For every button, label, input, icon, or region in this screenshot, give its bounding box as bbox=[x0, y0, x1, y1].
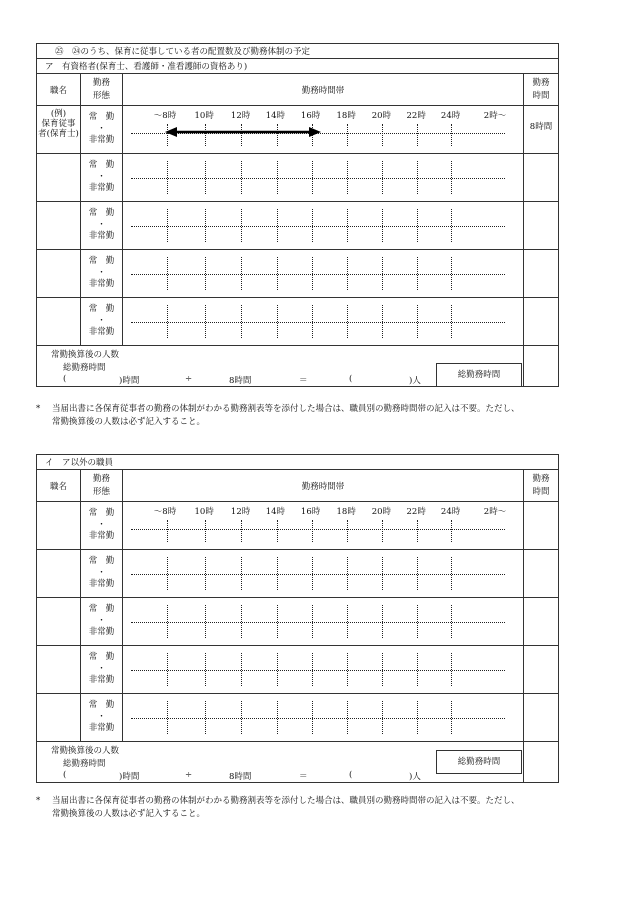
hours-unit: )時間 bbox=[119, 376, 140, 386]
timeline-dotted-line bbox=[131, 226, 505, 227]
tick bbox=[347, 605, 348, 638]
example-job-cell[interactable] bbox=[37, 106, 81, 154]
timeline-cell[interactable] bbox=[123, 298, 524, 346]
col-job-header: 職名 bbox=[37, 74, 81, 106]
tick bbox=[241, 701, 242, 734]
time-label: 2時～ bbox=[483, 507, 507, 517]
emp-type-parttime: 非常勤 bbox=[88, 135, 115, 146]
tick bbox=[417, 209, 418, 242]
col-job-header: 職名 bbox=[37, 470, 81, 502]
tick bbox=[277, 209, 278, 242]
emp-type-parttime: 非常勤 bbox=[88, 231, 115, 242]
tick bbox=[205, 557, 206, 590]
form-title: ㉕ ㉔のうち、保育に従事している者の配置数及び勤務体制の予定 bbox=[37, 44, 559, 59]
emp-type-cell[interactable] bbox=[81, 154, 123, 202]
section-a-heading: ア 有資格者(保育士、看護師・准看護師の資格あり) bbox=[37, 59, 559, 74]
time-label: 24時 bbox=[440, 111, 461, 121]
emp-type-dot: ・ bbox=[97, 615, 106, 626]
table-row bbox=[37, 550, 559, 598]
emp-type-dot: ・ bbox=[97, 219, 106, 230]
emp-type-parttime: 非常勤 bbox=[88, 723, 115, 734]
fte-label: 常勤換算後の人数 bbox=[51, 350, 120, 360]
job-cell[interactable] bbox=[37, 646, 81, 694]
time-label: 24時 bbox=[440, 507, 461, 517]
tick bbox=[312, 557, 313, 590]
emp-type-fulltime: 常 勤 bbox=[88, 208, 115, 219]
tick bbox=[167, 257, 168, 290]
tick bbox=[312, 520, 313, 542]
col-hours-header bbox=[524, 74, 559, 106]
emp-type-cell[interactable] bbox=[81, 646, 123, 694]
tick bbox=[417, 305, 418, 338]
total-hours-text: 総勤務時間 bbox=[63, 759, 106, 769]
tick bbox=[277, 520, 278, 542]
persons-unit: )人 bbox=[409, 376, 421, 386]
table-row bbox=[37, 298, 559, 346]
tick bbox=[451, 257, 452, 290]
note-b bbox=[36, 795, 596, 821]
table-row bbox=[37, 250, 559, 298]
emp-type-fulltime: 常 勤 bbox=[88, 112, 115, 123]
timeline-cell[interactable] bbox=[123, 106, 524, 154]
paren-open: ( bbox=[63, 770, 67, 780]
emp-type-parttime: 非常勤 bbox=[88, 327, 115, 338]
time-label: ～8時 bbox=[153, 111, 177, 121]
timeline-cell[interactable] bbox=[123, 646, 524, 694]
tick bbox=[382, 701, 383, 734]
tick bbox=[451, 305, 452, 338]
timeline-cell[interactable] bbox=[123, 550, 524, 598]
time-label: 12時 bbox=[230, 507, 251, 517]
timeline-cell[interactable] bbox=[123, 694, 524, 742]
tick bbox=[241, 653, 242, 686]
tick bbox=[241, 520, 242, 542]
tick bbox=[205, 653, 206, 686]
tick bbox=[417, 257, 418, 290]
timeline-dotted-line bbox=[131, 574, 505, 575]
table-row bbox=[37, 646, 559, 694]
col-type-label-1: 勤務 bbox=[92, 473, 110, 484]
tick bbox=[205, 701, 206, 734]
note-text-line-1: 当届出書に各保育従事者の勤務の体制がわかる勤務割表等を添付した場合は、職員別の勤務時間帯の記入は不要。ただし、 bbox=[52, 404, 520, 414]
tick bbox=[167, 209, 168, 242]
note-a bbox=[36, 403, 596, 429]
tick bbox=[347, 257, 348, 290]
emp-type-fulltime: 常 勤 bbox=[88, 652, 115, 663]
hours-cell[interactable] bbox=[524, 598, 559, 646]
time-label: 14時 bbox=[265, 507, 286, 517]
eight-hours: 8時間 bbox=[229, 376, 252, 386]
divide-sign: ÷ bbox=[185, 374, 193, 384]
equals-sign: ＝ bbox=[299, 772, 308, 782]
tick bbox=[312, 161, 313, 194]
table-row bbox=[37, 502, 559, 550]
tick bbox=[277, 557, 278, 590]
emp-type-fulltime: 常 勤 bbox=[88, 160, 115, 171]
tick bbox=[312, 209, 313, 242]
section-b-table bbox=[36, 454, 559, 783]
emp-type-parttime: 非常勤 bbox=[88, 579, 115, 590]
hours-cell[interactable] bbox=[524, 298, 559, 346]
timeline-dotted-line bbox=[131, 274, 505, 275]
tick bbox=[312, 701, 313, 734]
tick bbox=[347, 701, 348, 734]
hours-cell[interactable] bbox=[524, 154, 559, 202]
total-hours-text: 総勤務時間 bbox=[63, 363, 106, 373]
tick bbox=[312, 257, 313, 290]
emp-type-dot: ・ bbox=[97, 267, 106, 278]
emp-type-dot: ・ bbox=[97, 171, 106, 182]
timeline-dotted-line bbox=[131, 622, 505, 623]
hours-cell[interactable] bbox=[524, 502, 559, 550]
emp-type-fulltime: 常 勤 bbox=[88, 700, 115, 711]
time-label: ～8時 bbox=[153, 507, 177, 517]
tick bbox=[382, 605, 383, 638]
emp-type-fulltime: 常 勤 bbox=[88, 508, 115, 519]
emp-type-dot: ・ bbox=[97, 663, 106, 674]
col-band-header: 勤務時間帯 bbox=[123, 470, 524, 502]
section-b bbox=[36, 454, 558, 783]
timeline-cell[interactable] bbox=[123, 598, 524, 646]
tick bbox=[167, 653, 168, 686]
emp-type-cell[interactable] bbox=[81, 298, 123, 346]
emp-type-cell[interactable] bbox=[81, 106, 123, 154]
tick bbox=[382, 653, 383, 686]
emp-type-parttime: 非常勤 bbox=[88, 627, 115, 638]
hours-cell[interactable] bbox=[524, 694, 559, 742]
tick bbox=[382, 209, 383, 242]
divide-sign: ÷ bbox=[185, 770, 193, 780]
timeline-dotted-line bbox=[131, 529, 505, 530]
tick bbox=[241, 161, 242, 194]
time-label: 18時 bbox=[336, 507, 356, 517]
tick bbox=[167, 161, 168, 194]
tick bbox=[205, 257, 206, 290]
time-label: 16時 bbox=[300, 111, 321, 121]
fte-label: 常勤換算後の人数 bbox=[51, 746, 120, 756]
tick bbox=[167, 520, 168, 542]
tick bbox=[382, 305, 383, 338]
hours-cell[interactable] bbox=[524, 646, 559, 694]
section-b-heading: イ ア以外の職員 bbox=[37, 455, 559, 470]
col-hours-label-1: 勤務 bbox=[532, 473, 550, 484]
section-a-table bbox=[36, 43, 559, 387]
tick bbox=[167, 557, 168, 590]
emp-type-fulltime: 常 勤 bbox=[88, 256, 115, 267]
timeline-dotted-line bbox=[131, 178, 505, 179]
paren-open-2: ( bbox=[349, 374, 353, 384]
col-type-label-1: 勤務 bbox=[92, 77, 110, 88]
paren-open-2: ( bbox=[349, 770, 353, 780]
note-mark: * bbox=[36, 796, 41, 806]
persons-unit: )人 bbox=[409, 772, 421, 782]
tick bbox=[312, 653, 313, 686]
note-text-line-1: 当届出書に各保育従事者の勤務の体制がわかる勤務割表等を添付した場合は、職員別の勤務時間帯の記入は不要。ただし、 bbox=[52, 796, 520, 806]
tick bbox=[312, 605, 313, 638]
emp-type-fulltime: 常 勤 bbox=[88, 556, 115, 567]
tick bbox=[451, 557, 452, 590]
tick bbox=[241, 305, 242, 338]
note-text-line-2: 常勤換算後の人数は必ず記入すること。 bbox=[52, 417, 206, 427]
tick bbox=[167, 701, 168, 734]
tick bbox=[205, 605, 206, 638]
note-text-line-2: 常勤換算後の人数は必ず記入すること。 bbox=[52, 809, 206, 819]
tick bbox=[451, 209, 452, 242]
total-hours-box: 総勤務時間 bbox=[436, 363, 522, 387]
tick bbox=[347, 305, 348, 338]
summary-hours-value-cell[interactable] bbox=[524, 346, 559, 387]
job-cell[interactable] bbox=[37, 202, 81, 250]
tick bbox=[417, 605, 418, 638]
emp-type-cell[interactable] bbox=[81, 250, 123, 298]
tick bbox=[277, 701, 278, 734]
col-band-header: 勤務時間帯 bbox=[123, 74, 524, 106]
time-label: 14時 bbox=[265, 111, 286, 121]
emp-type-cell[interactable] bbox=[81, 202, 123, 250]
tick bbox=[451, 161, 452, 194]
tick bbox=[417, 520, 418, 542]
emp-type-cell[interactable] bbox=[81, 694, 123, 742]
col-hours-label-2: 時間 bbox=[532, 486, 550, 497]
tick bbox=[347, 653, 348, 686]
job-cell[interactable] bbox=[37, 250, 81, 298]
emp-type-dot: ・ bbox=[97, 567, 106, 578]
tick bbox=[347, 520, 348, 542]
time-label: 20時 bbox=[371, 111, 392, 121]
note-mark: * bbox=[36, 404, 41, 414]
timeline-dotted-line bbox=[131, 718, 505, 719]
tick bbox=[241, 605, 242, 638]
table-row bbox=[37, 694, 559, 742]
tick bbox=[382, 557, 383, 590]
emp-type-parttime: 非常勤 bbox=[88, 183, 115, 194]
timeline-cell[interactable] bbox=[123, 250, 524, 298]
job-cell[interactable] bbox=[37, 598, 81, 646]
emp-type-dot: ・ bbox=[97, 519, 106, 530]
paren-open: ( bbox=[63, 374, 67, 384]
job-cell[interactable] bbox=[37, 154, 81, 202]
tick bbox=[205, 305, 206, 338]
emp-type-dot: ・ bbox=[97, 123, 106, 134]
tick bbox=[277, 605, 278, 638]
hours-cell[interactable] bbox=[524, 202, 559, 250]
timeline-cell[interactable] bbox=[123, 202, 524, 250]
time-label: 10時 bbox=[194, 111, 214, 121]
summary-hours-value-cell[interactable] bbox=[524, 742, 559, 783]
emp-type-cell[interactable] bbox=[81, 502, 123, 550]
tick bbox=[205, 520, 206, 542]
tick bbox=[167, 605, 168, 638]
emp-type-fulltime: 常 勤 bbox=[88, 304, 115, 315]
tick bbox=[277, 161, 278, 194]
timeline-dotted-line bbox=[131, 670, 505, 671]
emp-type-cell[interactable] bbox=[81, 550, 123, 598]
time-label: 18時 bbox=[336, 111, 356, 121]
tick bbox=[241, 257, 242, 290]
tick bbox=[347, 161, 348, 194]
table-row bbox=[37, 106, 559, 154]
hours-unit: )時間 bbox=[119, 772, 140, 782]
table-row bbox=[37, 598, 559, 646]
tick bbox=[347, 557, 348, 590]
time-axis bbox=[123, 505, 523, 515]
col-hours-label-2: 時間 bbox=[532, 90, 550, 101]
time-label: 12時 bbox=[230, 111, 251, 121]
col-type-header bbox=[81, 74, 123, 106]
hours-cell[interactable] bbox=[524, 550, 559, 598]
example-hours-cell[interactable]: 8時間 bbox=[524, 106, 559, 154]
col-hours-label-1: 勤務 bbox=[532, 77, 550, 88]
tick bbox=[382, 161, 383, 194]
example-job-label: (例) bbox=[50, 109, 67, 119]
tick bbox=[277, 257, 278, 290]
timeline-cell[interactable] bbox=[123, 154, 524, 202]
time-axis bbox=[123, 109, 523, 119]
time-label: 22時 bbox=[406, 507, 426, 517]
tick bbox=[417, 557, 418, 590]
tick bbox=[167, 305, 168, 338]
col-type-label-2: 形態 bbox=[92, 90, 110, 101]
timeline-dotted-line bbox=[131, 322, 505, 323]
table-row bbox=[37, 202, 559, 250]
tick bbox=[451, 701, 452, 734]
time-label: 2時～ bbox=[483, 111, 507, 121]
tick bbox=[205, 161, 206, 194]
emp-type-dot: ・ bbox=[97, 315, 106, 326]
col-hours-header bbox=[524, 470, 559, 502]
col-type-header bbox=[81, 470, 123, 502]
tick bbox=[417, 653, 418, 686]
emp-type-fulltime: 常 勤 bbox=[88, 604, 115, 615]
tick bbox=[451, 653, 452, 686]
tick bbox=[277, 305, 278, 338]
example-shift-arrow bbox=[123, 124, 524, 140]
tick bbox=[347, 209, 348, 242]
table-row bbox=[37, 154, 559, 202]
tick bbox=[451, 605, 452, 638]
emp-type-dot: ・ bbox=[97, 711, 106, 722]
example-job-name: 保育従事者(保育士) bbox=[38, 119, 79, 139]
emp-type-parttime: 非常勤 bbox=[88, 531, 115, 542]
tick bbox=[241, 209, 242, 242]
tick bbox=[382, 520, 383, 542]
tick bbox=[417, 161, 418, 194]
tick bbox=[277, 653, 278, 686]
tick bbox=[241, 557, 242, 590]
time-label: 22時 bbox=[406, 111, 426, 121]
job-cell[interactable] bbox=[37, 694, 81, 742]
time-label: 20時 bbox=[371, 507, 392, 517]
emp-type-cell[interactable] bbox=[81, 598, 123, 646]
equals-sign: ＝ bbox=[299, 376, 308, 386]
section-a bbox=[36, 43, 558, 387]
tick bbox=[205, 209, 206, 242]
timeline-cell[interactable] bbox=[123, 502, 524, 550]
tick bbox=[382, 257, 383, 290]
job-cell[interactable] bbox=[37, 550, 81, 598]
eight-hours: 8時間 bbox=[229, 772, 252, 782]
job-cell[interactable] bbox=[37, 502, 81, 550]
emp-type-parttime: 非常勤 bbox=[88, 675, 115, 686]
tick bbox=[417, 701, 418, 734]
tick bbox=[451, 520, 452, 542]
emp-type-parttime: 非常勤 bbox=[88, 279, 115, 290]
job-cell[interactable] bbox=[37, 298, 81, 346]
tick bbox=[312, 305, 313, 338]
time-label: 10時 bbox=[194, 507, 214, 517]
total-hours-box: 総勤務時間 bbox=[436, 750, 522, 774]
col-type-label-2: 形態 bbox=[92, 486, 110, 497]
hours-cell[interactable] bbox=[524, 250, 559, 298]
time-label: 16時 bbox=[300, 507, 321, 517]
